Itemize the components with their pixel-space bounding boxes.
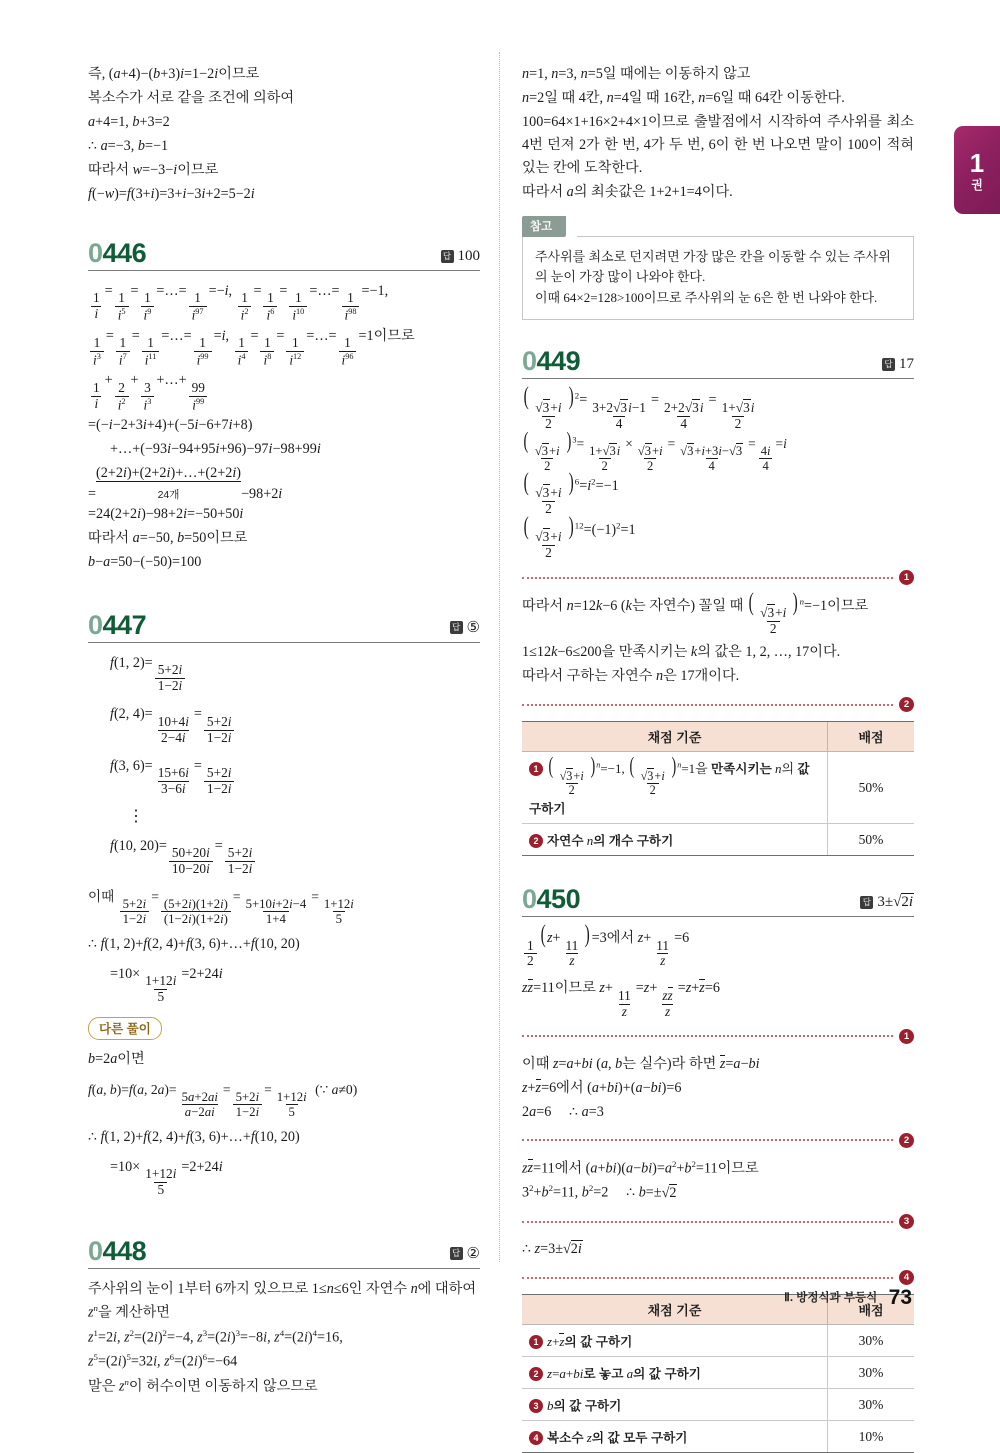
points-cell: 50% [828, 824, 915, 856]
criterion-cell: 1 ( $\frac{√3+i}{2}$ )$^n$=−1, ( $\frac{√3+i}{2}$ )$^n$=1을 만족시키는 n의 값 구하기 [522, 752, 828, 824]
step-marker: 1 [529, 762, 543, 776]
divider [88, 270, 480, 271]
problem-header [522, 886, 914, 916]
problem-number: 0450 [522, 884, 581, 915]
volume-side-tab [954, 126, 1000, 214]
table-row [522, 1421, 914, 1453]
table-row [522, 752, 914, 824]
right-column [522, 62, 914, 1453]
volume-label: 권 [971, 177, 983, 192]
step-separator-2 [522, 697, 914, 712]
answer-value: ⑤ [466, 620, 480, 637]
points-cell: 30% [828, 1389, 915, 1421]
solution-line: $\frac{1}{i^3}$ = $\frac{1}{i^7}$ = $\frac{1}{i^{11}}$ =…= $\frac{1}{i^{99}}$ =i, $\frac{1}{i^4}$ = $\frac{1}{i^8}$ = $\frac{1}{i^{12}}$ =…= $\frac{1}{i^{96}}$ =1이므로 [88, 325, 480, 369]
answer-value: 17 [899, 356, 914, 373]
solution-line: n=2일 때 4칸, n=4일 때 16칸, n=6일 때 64칸 이동한다. [522, 90, 845, 106]
scoring-table-0450 [522, 1294, 914, 1453]
solution-line: f(−w)=f(3+i)=3+i−3i+2=5−2i [88, 186, 255, 202]
solution-line: f(10, 20)= $\frac{50+20i}{10-20i}$ = $\frac{5+2i}{1-2i}$ [88, 835, 480, 877]
solution-line: =10× $\frac{1+12i}{5}$ =2+24i [110, 965, 223, 1004]
solution-line: 즉, (a+4)−(b+3)i=1−2i이므로 [88, 66, 260, 82]
solution-line: n=1, n=3, n=5일 때에는 이동하지 않고 [522, 66, 751, 82]
solution-line: b=2a이면 [88, 1050, 145, 1067]
answer-badge [450, 1244, 480, 1265]
solution-line: 말은 $z^n$이 허수이면 이동하지 않으므로 [88, 1377, 318, 1395]
solution-line: ∴ f(1, 2)+f(2, 4)+f(3, 6)+…+f(10, 20) [88, 1128, 300, 1145]
answer-icon: 답 [450, 1247, 463, 1260]
alt-solution-chip: 다른 풀이 [88, 1017, 162, 1040]
solution-line: a+4=1, b+3=2 [88, 114, 170, 130]
answer-badge [882, 356, 914, 375]
criterion-cell: 4 복소수 z의 값 모두 구하기 [522, 1421, 828, 1453]
solution-line: $z^5=(2i)^5=32i$, $z^6=(2i)^6=-64$ [88, 1352, 238, 1371]
step-separator-1 [522, 1029, 914, 1044]
points-cell: 30% [828, 1357, 915, 1389]
solution-line: $z^1=2i$, $z^2=(2i)^2=-4$, $z^3=(2i)^3=-8i$, $z^4=(2i)^4=16$, [88, 1327, 343, 1346]
solution-line: ( $\frac{√3+i}{2}$ ) $^6=i^2=-1$ [523, 468, 619, 517]
dotted-line [522, 704, 893, 706]
criterion-cell: 1 z+z의 값 구하기 [522, 1325, 828, 1357]
solution-line: ( $\frac{√3+i}{2}$ )$^3$= $\frac{1+√3i}{2}$ × $\frac{√3+i}{2}$ = $\frac{√3+i+3i-√3}{4}$ = $\frac{4i}{4}$ =i [523, 427, 787, 473]
solution-line: 따라서 n=12k−6 (k는 자연수) 꼴일 때 ( $\frac{√3+i}{2}$ ) $^n$=−1이므로 [522, 589, 869, 637]
step-separator-1 [522, 570, 914, 585]
page-footer [0, 1286, 1000, 1310]
problem-0448 [88, 1235, 480, 1399]
problem-number: 0449 [522, 346, 581, 377]
col-criterion: 채점 기준 [522, 722, 828, 752]
solution-line: 따라서 w=−3−i이므로 [88, 162, 219, 178]
solution-line: =24(2+2i)−98+2i=−50+50i [88, 506, 244, 523]
divider [522, 378, 914, 379]
step-marker: 1 [529, 1335, 543, 1349]
answer-value: 3±√2i [877, 894, 913, 911]
solution-line: 따라서 a=−50, b=50이므로 [88, 530, 248, 547]
step-separator-4 [522, 1270, 914, 1285]
solution-line: f(2, 4)= $\frac{10+4i}{2-4i}$ = $\frac{5+2i}{1-2i}$ [88, 703, 480, 745]
solution-line: b−a=50−(−50)=100 [88, 554, 202, 571]
problem-0446 [88, 240, 480, 574]
carryover-solution-left [88, 63, 480, 206]
solution-line: =10× $\frac{1+12i}{5}$ =2+24i [110, 1158, 223, 1197]
points-cell: 10% [828, 1421, 915, 1453]
problem-header [88, 240, 480, 270]
divider [88, 1268, 480, 1269]
step-separator-2 [522, 1133, 914, 1148]
problem-number: 0447 [88, 610, 147, 641]
solution-line: ∴ a=−3, b=−1 [88, 138, 169, 154]
step-marker: 4 [899, 1270, 914, 1285]
step-marker: 2 [529, 1367, 543, 1381]
solution-line: $\frac{1}{i}$ + $\frac{2}{i^2}$ + $\frac{3}{i^3}$ +…+ $\frac{99}{i^{99}}$ [88, 369, 480, 413]
step-marker: 3 [529, 1399, 543, 1413]
carryover-solution-right [522, 63, 914, 204]
step-marker: 4 [529, 1431, 543, 1445]
step-marker: 3 [899, 1214, 914, 1229]
problem-0450 [522, 886, 914, 1453]
divider [522, 916, 914, 917]
reference-tab-label: 참고 [522, 216, 566, 237]
table-row [522, 1389, 914, 1421]
page-number: 73 [888, 1286, 912, 1309]
problem-0447 [88, 612, 480, 1198]
answer-value: ② [466, 1245, 480, 1262]
col-points: 배점 [828, 1295, 915, 1325]
points-cell: 30% [828, 1325, 915, 1357]
answer-icon: 답 [450, 621, 463, 634]
criterion-cell: 2 z=a+bi로 놓고 a의 값 구하기 [522, 1357, 828, 1389]
answer-value: 100 [457, 248, 480, 264]
answer-icon: 답 [441, 250, 454, 263]
scoring-table-0449 [522, 721, 914, 856]
step-marker: 1 [899, 1029, 914, 1044]
problem-0449 [522, 348, 914, 856]
answer-icon: 답 [882, 358, 895, 371]
solution-line: z+z=6에서 (a+bi)+(a−bi)=6 [522, 1079, 682, 1096]
problem-number: 0448 [88, 1235, 147, 1266]
problem-header [88, 1235, 480, 1268]
table-row [522, 1325, 914, 1357]
table-row [522, 824, 914, 856]
vertical-dots: ⋮ [128, 807, 144, 825]
dotted-line [522, 1277, 893, 1279]
step-marker: 2 [899, 697, 914, 712]
solution-line: $\frac{1}{i}$ = $\frac{1}{i^5}$ = $\frac{1}{i^9}$ =…= $\frac{1}{i^{97}}$ =−i, $\frac{1}{i^2}$ = $\frac{1}{i^6}$ = $\frac{1}{i^{10}}$ =…= $\frac{1}{i^{98}}$ =−1, [93, 283, 389, 323]
solution-line: 2a=6 ∴ a=3 [522, 1103, 604, 1120]
reference-line: 주사위를 최소로 던지려면 가장 많은 칸을 이동할 수 있는 주사위의 눈이 가장 많이 나와야 한다. [535, 249, 891, 285]
criterion-cell: 2 자연수 n의 개수 구하기 [522, 824, 828, 856]
solution-line: $\frac{1}{2}$ ( z+ $\frac{11}{z}$ ) =3에서 z+ $\frac{11}{z}$ =6 [522, 926, 914, 969]
answer-badge [441, 248, 481, 267]
answer-icon: 답 [860, 896, 873, 909]
answer-badge [450, 618, 480, 639]
reference-box-body [522, 236, 914, 320]
solution-line: 복소수가 서로 같을 조건에 의하여 [88, 90, 295, 106]
column-divider [499, 52, 500, 1262]
step-marker: 1 [899, 570, 914, 585]
step-separator-3 [522, 1214, 914, 1229]
criterion-cell: 3 b의 값 구하기 [522, 1389, 828, 1421]
answer-badge [860, 894, 914, 913]
col-criterion: 채점 기준 [522, 1295, 828, 1325]
col-points: 배점 [828, 722, 915, 752]
solution-line: zz=11에서 $(a+bi)(a-bi)=a^2+b^2=11$이므로 [522, 1158, 759, 1177]
solution-line: 100=64×1+16×2+4×1이므로 출발점에서 시작하여 주사위를 최소 4번 던져 2가 한 번, 4가 두 번, 6이 한 번 나오면 말이 100이 적혀 있는 칸에 도착한다. [522, 114, 914, 176]
left-column [88, 62, 480, 1400]
solution-line: =(2+2i)+(2+2i)+…+(2+2i) 24개 −98+2i [88, 465, 283, 503]
solution-line: zz=11이므로 z+ $\frac{11}{z}$ =z+ $\frac{zz}{z}$ =z+z=6 [522, 980, 720, 1019]
solution-line: 주사위의 눈이 1부터 6까지 있으므로 1≤n≤6인 자연수 n에 대하여 $z^n$을 계산하면 [88, 1280, 477, 1321]
solution-line: 이때 z=a+bi (a, b는 실수)라 하면 z=a−bi [522, 1055, 760, 1072]
solution-line: 1≤12k−6≤200을 만족시키는 k의 값은 1, 2, …, 17이다. [522, 644, 841, 661]
solution-line: f(3, 6)= $\frac{15+6i}{3-6i}$ = $\frac{5+2i}{1-2i}$ [88, 755, 480, 797]
reference-box [522, 216, 914, 320]
solution-line: ∴ z=3±√2i [522, 1241, 582, 1258]
solution-line: f(a, b)=f(a, 2a)= $\frac{5a+2ai}{a-2ai}$ = $\frac{5+2i}{1-2i}$ = $\frac{1+12i}{5}$ (∵ a≠0) [88, 1081, 358, 1120]
problem-header [88, 612, 480, 642]
solution-line: ∴ f(1, 2)+f(2, 4)+f(3, 6)+…+f(10, 20) [88, 935, 300, 952]
step-marker: 2 [899, 1133, 914, 1148]
table-header-row [522, 722, 914, 752]
dotted-line [522, 577, 893, 579]
solution-line: =(−i−2+3i+4)+(−5i−6+7i+8) [88, 417, 253, 434]
points-cell: 50% [828, 752, 915, 824]
table-row [522, 1357, 914, 1389]
volume-number: 1 [969, 147, 985, 178]
problem-header [522, 348, 914, 378]
brace-label: 24개 [157, 489, 180, 502]
solution-line: ( $\frac{√3+i}{2}$ ) $^{12}=(-1)^2=1$ [523, 513, 636, 561]
solution-line: f(1, 2)= $\frac{5+2i}{1-2i}$ [88, 652, 480, 694]
dotted-line [522, 1139, 893, 1141]
problem-number: 0446 [88, 238, 147, 268]
step-marker: 2 [529, 834, 543, 848]
solution-line: +…+(−93i−94+95i+96)−97i−98+99i [110, 441, 321, 458]
solution-line: ( $\frac{√3+i}{2}$ ) $^2$= $\frac{3+2√3i-1}{4}$ = $\frac{2+2√3i}{4}$ = $\frac{1+√3i}{2}$ [523, 383, 755, 431]
dotted-line [522, 1221, 893, 1223]
solution-line: $3^2+b^2=11$, $b^2=2$ ∴ b=±√2 [522, 1183, 677, 1202]
solution-line: 이때 $\frac{5+2i}{1-2i}$ = $\frac{(5+2i)(1+2i)}{(1-2i)(1+2i)}$ = $\frac{5+10i+2i-4}{1+4}$ = $\frac{1+12i}{5}$ [88, 888, 354, 927]
reference-line: 이때 64×2=128>100이므로 주사위의 눈 6은 한 번 나와야 한다. [535, 290, 878, 306]
chapter-title: Ⅱ. 방정식과 부등식 [784, 1292, 878, 1304]
dotted-line [522, 1035, 893, 1037]
solution-line: 따라서 구하는 자연수 n은 17개이다. [522, 668, 740, 685]
divider [88, 642, 480, 643]
solution-line: 따라서 a의 최솟값은 1+2+1=4이다. [522, 184, 733, 200]
